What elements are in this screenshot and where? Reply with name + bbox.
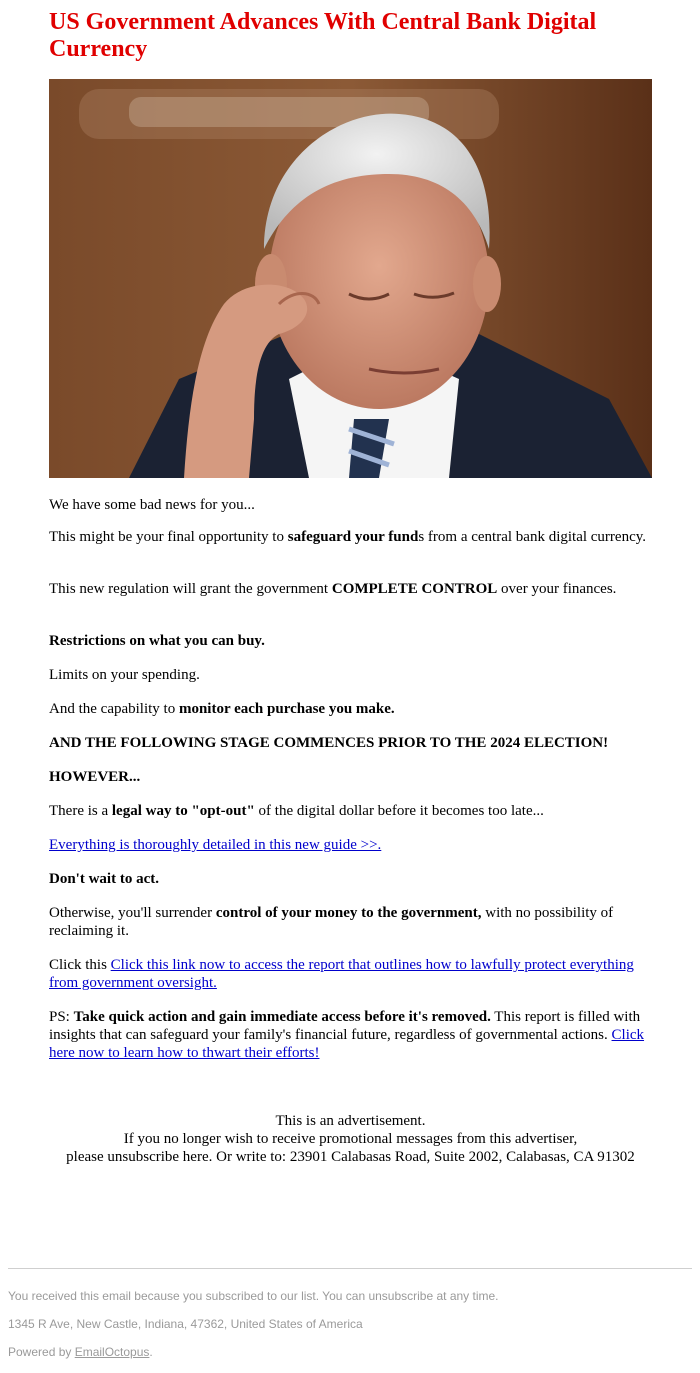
emailoctopus-link[interactable]: EmailOctopus xyxy=(74,1345,150,1359)
paragraph-opt-out xyxy=(49,802,652,820)
footer-divider xyxy=(8,1268,692,1269)
text: And the capability to xyxy=(49,701,179,717)
text: This might be your final opportunity to xyxy=(49,529,288,545)
hero-photo-illustration xyxy=(49,79,652,478)
paragraph-restrictions: Restrictions on what you can buy. xyxy=(49,633,265,649)
footer-powered-by xyxy=(8,1345,153,1360)
text: with no possibility of reclaiming it. xyxy=(49,905,614,939)
emphasis: Take quick action and gain immediate access before it's removed. xyxy=(73,1009,491,1025)
ad-line-1: This is an advertisement. xyxy=(275,1113,426,1129)
ad-line-3: please unsubscribe here. Or write to: 23901 Calabasas Road, Suite 2002, Calabasas, CA 91302 xyxy=(66,1149,635,1165)
paragraph-however: HOWEVER... xyxy=(49,769,141,785)
paragraph-surrender xyxy=(49,904,652,940)
text: s from a central bank digital currency. xyxy=(418,529,647,545)
text: PS: xyxy=(49,1009,74,1025)
text: There is a xyxy=(49,803,112,819)
paragraph-opportunity xyxy=(49,528,652,546)
text: This new regulation will grant the government xyxy=(49,581,332,597)
text: of the digital dollar before it becomes too late... xyxy=(254,803,544,819)
powered-prefix: Powered by xyxy=(8,1345,75,1359)
report-link[interactable]: Click this link now to access the report that outlines how to lawfully protect everything from government oversight. xyxy=(49,957,634,991)
paragraph-regulation xyxy=(49,580,652,598)
paragraph-guide-link xyxy=(49,836,652,854)
hero-image xyxy=(49,79,652,478)
paragraph-click-report xyxy=(49,956,652,992)
paragraph-ps xyxy=(49,1008,652,1062)
paragraph-limits: Limits on your spending. xyxy=(49,667,200,683)
text: Click this xyxy=(49,957,111,973)
email-title: US Government Advances With Central Bank Digital Currency xyxy=(49,9,597,62)
emphasis: COMPLETE CONTROL xyxy=(331,581,498,597)
footer-address: 1345 R Ave, New Castle, Indiana, 47362, United States of America xyxy=(8,1317,363,1331)
text: Otherwise, you'll surrender xyxy=(49,905,216,921)
footer-notice: You received this email because you subscribed to our list. You can unsubscribe at any time. xyxy=(8,1289,499,1303)
text: This report is filled with insights that can safeguard your family's financial future, regardless of governmental actions. xyxy=(49,1009,641,1043)
guide-link[interactable]: Everything is thoroughly detailed in this new guide >>. xyxy=(49,837,382,853)
emphasis: monitor each purchase you make. xyxy=(178,701,395,717)
emphasis: control of your money to the government, xyxy=(215,905,482,921)
paragraph-monitor xyxy=(49,700,652,718)
advertisement-notice xyxy=(49,1112,652,1166)
paragraph-dont-wait: Don't wait to act. xyxy=(49,871,159,887)
text: over your finances. xyxy=(497,581,617,597)
thwart-link[interactable]: Click here now to learn how to thwart their efforts! xyxy=(49,1027,645,1061)
paragraph-intro: We have some bad news for you... xyxy=(49,497,255,513)
emphasis: legal way to "opt-out" xyxy=(111,803,255,819)
ad-line-2: If you no longer wish to receive promotional messages from this advertiser, xyxy=(123,1131,578,1147)
paragraph-next-stage: AND THE FOLLOWING STAGE COMMENCES PRIOR TO THE 2024 ELECTION! xyxy=(49,735,609,751)
emphasis: safeguard your fund xyxy=(287,529,419,545)
powered-suffix: . xyxy=(149,1345,153,1359)
